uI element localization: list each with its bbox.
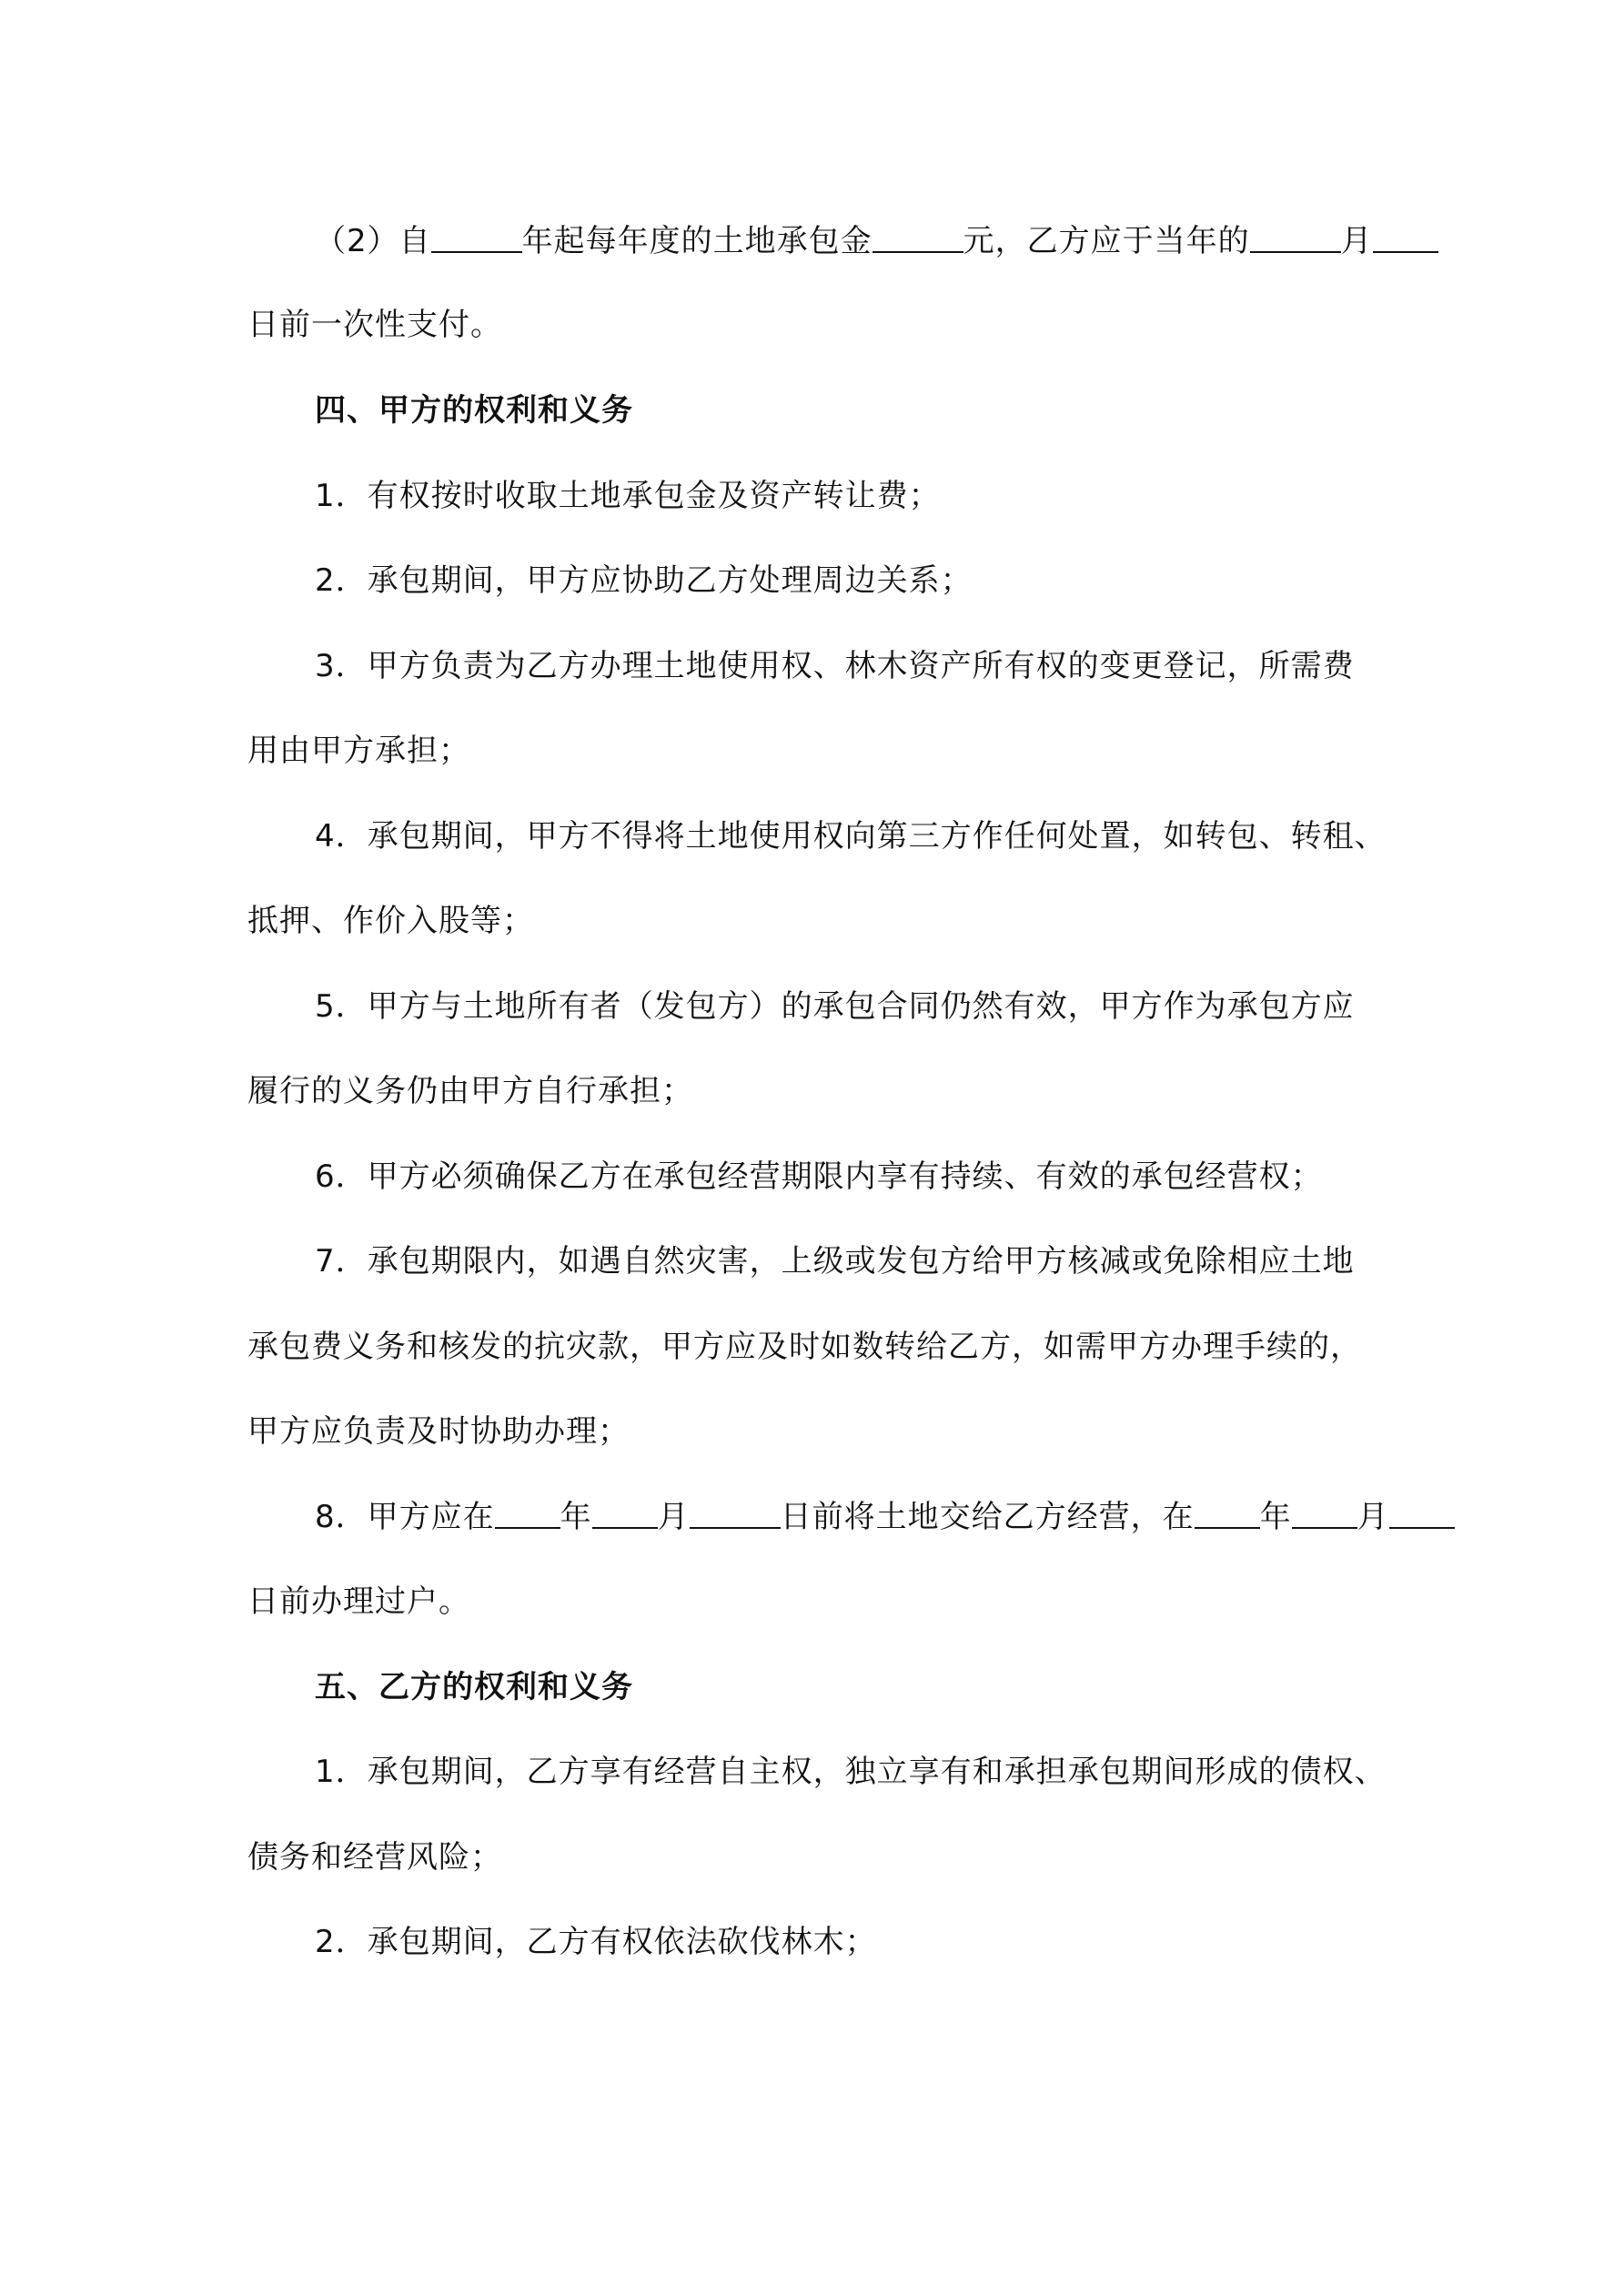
paragraph-payment-line1 xyxy=(315,220,1390,262)
clause-a7-line2: 承包费义务和核发的抗灾款，甲方应及时如数转给乙方，如需甲方办理手续的， xyxy=(247,1329,1362,1365)
fill-blank-amount xyxy=(873,224,963,253)
clause-a8-line1 xyxy=(315,1496,1390,1538)
text-fragment: 8．甲方应在 xyxy=(315,1499,495,1535)
clause-b1-line2: 债务和经营风险； xyxy=(247,1839,502,1876)
clause-a3-line2: 用由甲方承担； xyxy=(247,733,470,769)
clause-b2: 2．承包期间，乙方有权依法砍伐林木； xyxy=(315,1924,877,1960)
clause-a4-line1: 4．承包期间，甲方不得将土地使用权向第三方作任何处置，如转包、转租、 xyxy=(315,818,1387,855)
section-heading-party-b: 五、乙方的权利和义务 xyxy=(315,1669,633,1705)
clause-a5-line1: 5．甲方与土地所有者（发包方）的承包合同仍然有效，甲方作为承包方应 xyxy=(315,988,1355,1025)
paragraph-payment-line2: 日前一次性支付。 xyxy=(247,307,502,343)
text-fragment: 月 xyxy=(1357,1499,1389,1535)
clause-a1: 1．有权按时收取土地承包金及资产转让费； xyxy=(315,478,941,514)
clause-a7-line3: 甲方应负责及时协助办理； xyxy=(247,1413,630,1450)
clause-a3-line1: 3．甲方负责为乙方办理土地使用权、林木资产所有权的变更登记，所需费 xyxy=(315,648,1355,684)
clause-a4-line2: 抵押、作价入股等； xyxy=(247,903,534,939)
text-fragment: 元，乙方应于当年的 xyxy=(963,223,1250,259)
section-heading-party-a: 四、甲方的权利和义务 xyxy=(315,392,633,429)
clause-a6: 6．甲方必须确保乙方在承包经营期限内享有持续、有效的承包经营权； xyxy=(315,1158,1323,1195)
text-fragment: 日前将土地交给乙方经营，在 xyxy=(780,1499,1195,1535)
text-fragment: 月 xyxy=(657,1499,690,1535)
clause-b1-line1: 1．承包期间，乙方享有经营自主权，独立享有和承担承包期间形成的债权、 xyxy=(315,1754,1387,1790)
clause-a7-line1: 7．承包期限内，如遇自然灾害，上级或发包方给甲方核减或免除相应土地 xyxy=(315,1243,1355,1279)
text-fragment: 年 xyxy=(560,1499,592,1535)
text-fragment: 月 xyxy=(1340,223,1373,259)
clause-a2: 2．承包期间，甲方应协助乙方处理周边关系； xyxy=(315,562,973,599)
fill-blank-day xyxy=(1373,224,1438,253)
fill-blank-month xyxy=(592,1500,658,1529)
clause-a5-line2: 履行的义务仍由甲方自行承担； xyxy=(247,1073,693,1109)
text-fragment: 年起每年度的土地承包金 xyxy=(521,223,873,259)
text-fragment: （2）自 xyxy=(315,223,431,259)
fill-blank-month-transfer xyxy=(1292,1500,1357,1529)
clause-a8-line2: 日前办理过户。 xyxy=(247,1583,470,1620)
fill-blank-day xyxy=(690,1500,781,1529)
fill-blank-month xyxy=(1250,224,1341,253)
fill-blank-day-transfer xyxy=(1389,1500,1455,1529)
fill-blank-year xyxy=(431,224,522,253)
fill-blank-year-transfer xyxy=(1195,1500,1260,1529)
text-fragment: 年 xyxy=(1259,1499,1292,1535)
fill-blank-year xyxy=(495,1500,560,1529)
